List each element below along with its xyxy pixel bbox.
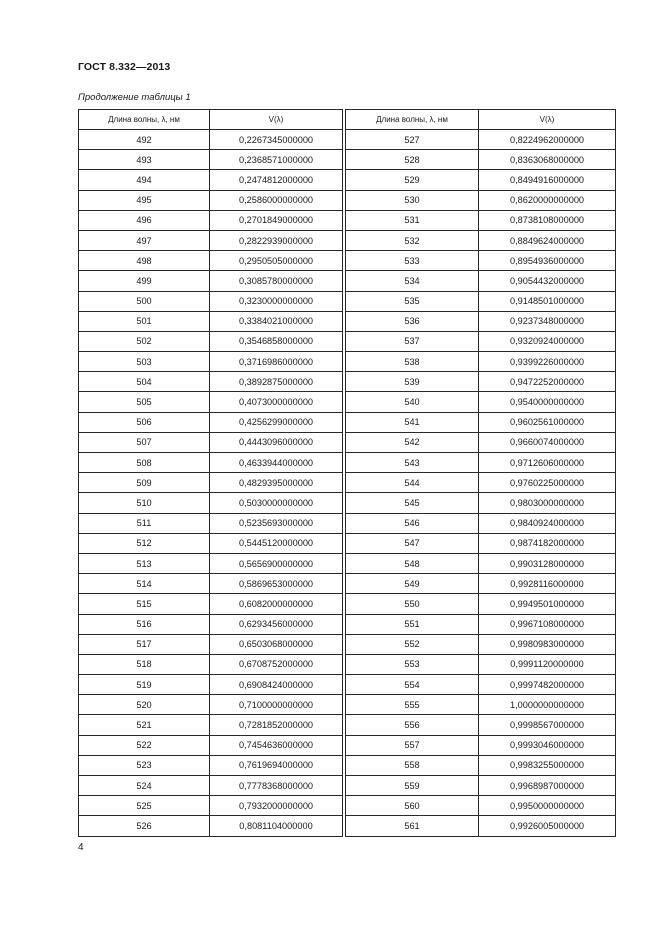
wavelength-left-cell: 508: [79, 453, 210, 473]
table-row: [79, 574, 616, 594]
value-left-cell: 0,4829395000000: [210, 473, 343, 493]
luminous-efficiency-table: [78, 109, 616, 837]
value-right-cell: 0,9993046000000: [479, 735, 616, 755]
table-row: [79, 654, 616, 674]
table-row: [79, 715, 616, 735]
value-left-cell: 0,5235693000000: [210, 513, 343, 533]
document-title: ГОСТ 8.332—2013: [78, 61, 171, 73]
wavelength-left-cell: 502: [79, 331, 210, 351]
wavelength-right-cell: 532: [346, 230, 479, 250]
value-left-cell: 0,3716986000000: [210, 352, 343, 372]
value-left-cell: 0,6293456000000: [210, 614, 343, 634]
value-right-cell: 0,9997482000000: [479, 675, 616, 695]
wavelength-left-cell: 493: [79, 150, 210, 170]
table-row: [79, 614, 616, 634]
wavelength-right-cell: 542: [346, 432, 479, 452]
wavelength-right-cell: 550: [346, 594, 479, 614]
value-left-cell: 0,5656900000000: [210, 553, 343, 573]
table-row: [79, 755, 616, 775]
value-left-cell: 0,2267345000000: [210, 130, 343, 150]
value-right-cell: 0,8363068000000: [479, 150, 616, 170]
wavelength-right-cell: 549: [346, 574, 479, 594]
wavelength-right-cell: 557: [346, 735, 479, 755]
value-right-cell: 0,9760225000000: [479, 473, 616, 493]
wavelength-left-cell: 517: [79, 634, 210, 654]
column-header-value-left: V(λ): [210, 110, 343, 130]
wavelength-right-cell: 552: [346, 634, 479, 654]
value-left-cell: 0,5030000000000: [210, 493, 343, 513]
value-left-cell: 0,3085780000000: [210, 271, 343, 291]
table-row: [79, 513, 616, 533]
wavelength-right-cell: 537: [346, 331, 479, 351]
wavelength-left-cell: 511: [79, 513, 210, 533]
wavelength-right-cell: 536: [346, 311, 479, 331]
wavelength-right-cell: 541: [346, 412, 479, 432]
table-row: [79, 473, 616, 493]
wavelength-right-cell: 539: [346, 372, 479, 392]
value-left-cell: 0,2474812000000: [210, 170, 343, 190]
wavelength-left-cell: 516: [79, 614, 210, 634]
wavelength-left-cell: 496: [79, 210, 210, 230]
value-right-cell: 0,8849624000000: [479, 230, 616, 250]
value-left-cell: 0,4443096000000: [210, 432, 343, 452]
wavelength-right-cell: 545: [346, 493, 479, 513]
value-right-cell: 1,0000000000000: [479, 695, 616, 715]
value-left-cell: 0,6908424000000: [210, 675, 343, 695]
value-right-cell: 0,9874182000000: [479, 533, 616, 553]
value-right-cell: 0,9602561000000: [479, 412, 616, 432]
table-row: [79, 453, 616, 473]
table-row: [79, 170, 616, 190]
value-right-cell: 0,9980983000000: [479, 634, 616, 654]
value-right-cell: 0,9983255000000: [479, 755, 616, 775]
value-right-cell: 0,9803000000000: [479, 493, 616, 513]
value-right-cell: 0,9950000000000: [479, 796, 616, 816]
wavelength-left-cell: 505: [79, 392, 210, 412]
table-row: [79, 210, 616, 230]
value-right-cell: 0,9998567000000: [479, 715, 616, 735]
value-right-cell: 0,9399226000000: [479, 352, 616, 372]
wavelength-right-cell: 547: [346, 533, 479, 553]
table-row: [79, 311, 616, 331]
value-left-cell: 0,5445120000000: [210, 533, 343, 553]
table-row: [79, 352, 616, 372]
value-left-cell: 0,2950505000000: [210, 251, 343, 271]
value-right-cell: 0,9840924000000: [479, 513, 616, 533]
wavelength-right-cell: 528: [346, 150, 479, 170]
table-row: [79, 695, 616, 715]
value-right-cell: 0,9949501000000: [479, 594, 616, 614]
table-row: [79, 372, 616, 392]
table-caption: Продолжение таблицы 1: [78, 92, 191, 103]
value-left-cell: 0,3384021000000: [210, 311, 343, 331]
table-row: [79, 816, 616, 836]
value-left-cell: 0,7281852000000: [210, 715, 343, 735]
value-right-cell: 0,9712606000000: [479, 453, 616, 473]
value-left-cell: 0,7619694000000: [210, 755, 343, 775]
wavelength-left-cell: 495: [79, 190, 210, 210]
table-row: [79, 493, 616, 513]
wavelength-right-cell: 540: [346, 392, 479, 412]
wavelength-right-cell: 558: [346, 755, 479, 775]
value-right-cell: 0,9928116000000: [479, 574, 616, 594]
table-row: [79, 776, 616, 796]
table-row: [79, 634, 616, 654]
value-right-cell: 0,8494916000000: [479, 170, 616, 190]
wavelength-right-cell: 543: [346, 453, 479, 473]
table-row: [79, 594, 616, 614]
value-left-cell: 0,3230000000000: [210, 291, 343, 311]
wavelength-right-cell: 544: [346, 473, 479, 493]
wavelength-left-cell: 501: [79, 311, 210, 331]
wavelength-right-cell: 561: [346, 816, 479, 836]
value-left-cell: 0,4633944000000: [210, 453, 343, 473]
value-left-cell: 0,8081104000000: [210, 816, 343, 836]
wavelength-left-cell: 494: [79, 170, 210, 190]
value-right-cell: 0,9148501000000: [479, 291, 616, 311]
value-left-cell: 0,7932000000000: [210, 796, 343, 816]
table-row: [79, 675, 616, 695]
wavelength-right-cell: 553: [346, 654, 479, 674]
value-left-cell: 0,4256299000000: [210, 412, 343, 432]
value-right-cell: 0,9540000000000: [479, 392, 616, 412]
wavelength-left-cell: 512: [79, 533, 210, 553]
wavelength-left-cell: 523: [79, 755, 210, 775]
value-right-cell: 0,8954936000000: [479, 251, 616, 271]
wavelength-right-cell: 546: [346, 513, 479, 533]
wavelength-right-cell: 533: [346, 251, 479, 271]
wavelength-left-cell: 519: [79, 675, 210, 695]
table-row: [79, 230, 616, 250]
value-left-cell: 0,7454636000000: [210, 735, 343, 755]
value-right-cell: 0,9054432000000: [479, 271, 616, 291]
column-header-value-right: V(λ): [479, 110, 616, 130]
table-row: [79, 553, 616, 573]
value-right-cell: 0,9991120000000: [479, 654, 616, 674]
wavelength-right-cell: 559: [346, 776, 479, 796]
wavelength-left-cell: 507: [79, 432, 210, 452]
wavelength-left-cell: 497: [79, 230, 210, 250]
table-row: [79, 251, 616, 271]
wavelength-left-cell: 504: [79, 372, 210, 392]
value-right-cell: 0,9320924000000: [479, 331, 616, 351]
value-right-cell: 0,9660074000000: [479, 432, 616, 452]
wavelength-right-cell: 555: [346, 695, 479, 715]
wavelength-right-cell: 556: [346, 715, 479, 735]
table-header-row: [79, 110, 616, 130]
wavelength-left-cell: 503: [79, 352, 210, 372]
wavelength-left-cell: 500: [79, 291, 210, 311]
table-row: [79, 291, 616, 311]
value-right-cell: 0,8224962000000: [479, 130, 616, 150]
wavelength-right-cell: 529: [346, 170, 479, 190]
wavelength-left-cell: 525: [79, 796, 210, 816]
value-right-cell: 0,8620000000000: [479, 190, 616, 210]
value-right-cell: 0,9967108000000: [479, 614, 616, 634]
wavelength-right-cell: 530: [346, 190, 479, 210]
table-row: [79, 735, 616, 755]
value-right-cell: 0,9237348000000: [479, 311, 616, 331]
table-row: [79, 392, 616, 412]
wavelength-left-cell: 526: [79, 816, 210, 836]
wavelength-left-cell: 509: [79, 473, 210, 493]
wavelength-right-cell: 538: [346, 352, 479, 372]
value-left-cell: 0,5869653000000: [210, 574, 343, 594]
table-body: [79, 130, 616, 837]
wavelength-left-cell: 510: [79, 493, 210, 513]
table-row: [79, 130, 616, 150]
value-left-cell: 0,3892875000000: [210, 372, 343, 392]
column-header-wavelength-right: Длина волны, λ, нм: [346, 110, 479, 130]
value-right-cell: 0,8738108000000: [479, 210, 616, 230]
value-right-cell: 0,9968987000000: [479, 776, 616, 796]
value-left-cell: 0,2701849000000: [210, 210, 343, 230]
wavelength-left-cell: 522: [79, 735, 210, 755]
wavelength-right-cell: 527: [346, 130, 479, 150]
wavelength-right-cell: 548: [346, 553, 479, 573]
wavelength-left-cell: 515: [79, 594, 210, 614]
table-row: [79, 150, 616, 170]
table-row: [79, 190, 616, 210]
table-row: [79, 796, 616, 816]
wavelength-right-cell: 534: [346, 271, 479, 291]
table-row: [79, 271, 616, 291]
wavelength-left-cell: 499: [79, 271, 210, 291]
wavelength-left-cell: 520: [79, 695, 210, 715]
wavelength-left-cell: 492: [79, 130, 210, 150]
value-left-cell: 0,2822939000000: [210, 230, 343, 250]
page-number: 4: [78, 842, 84, 853]
value-left-cell: 0,6708752000000: [210, 654, 343, 674]
wavelength-left-cell: 498: [79, 251, 210, 271]
value-right-cell: 0,9472252000000: [479, 372, 616, 392]
wavelength-left-cell: 514: [79, 574, 210, 594]
value-left-cell: 0,6082000000000: [210, 594, 343, 614]
wavelength-left-cell: 521: [79, 715, 210, 735]
wavelength-left-cell: 524: [79, 776, 210, 796]
table-row: [79, 412, 616, 432]
wavelength-left-cell: 513: [79, 553, 210, 573]
wavelength-right-cell: 551: [346, 614, 479, 634]
value-right-cell: 0,9903128000000: [479, 553, 616, 573]
value-left-cell: 0,2368571000000: [210, 150, 343, 170]
wavelength-left-cell: 506: [79, 412, 210, 432]
table-row: [79, 432, 616, 452]
value-right-cell: 0,9926005000000: [479, 816, 616, 836]
wavelength-right-cell: 535: [346, 291, 479, 311]
table-row: [79, 331, 616, 351]
value-left-cell: 0,7778368000000: [210, 776, 343, 796]
table-row: [79, 533, 616, 553]
wavelength-right-cell: 560: [346, 796, 479, 816]
value-left-cell: 0,3546858000000: [210, 331, 343, 351]
value-left-cell: 0,4073000000000: [210, 392, 343, 412]
value-left-cell: 0,2586000000000: [210, 190, 343, 210]
value-left-cell: 0,6503068000000: [210, 634, 343, 654]
value-left-cell: 0,7100000000000: [210, 695, 343, 715]
wavelength-left-cell: 518: [79, 654, 210, 674]
wavelength-right-cell: 531: [346, 210, 479, 230]
column-header-wavelength-left: Длина волны, λ, нм: [79, 110, 210, 130]
wavelength-right-cell: 554: [346, 675, 479, 695]
